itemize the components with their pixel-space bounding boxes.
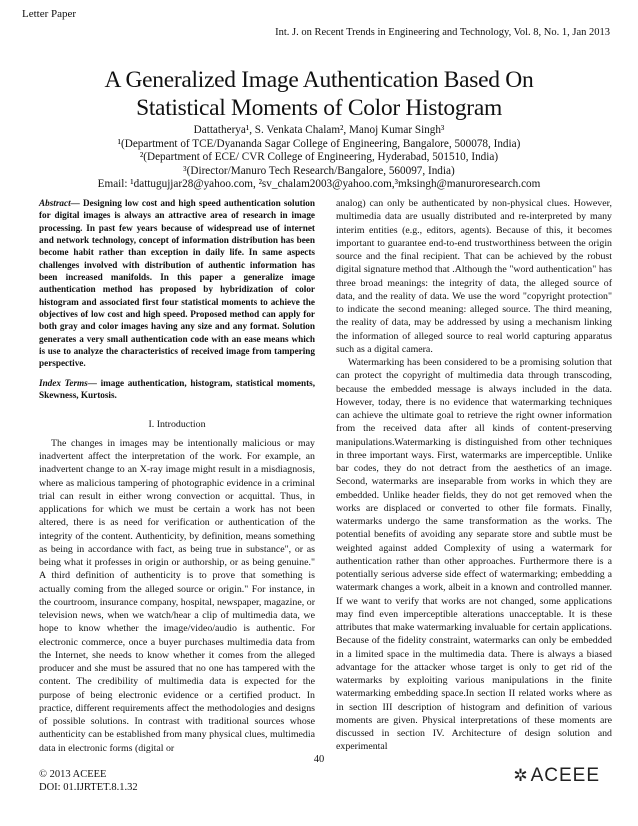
right-paragraph-2: Watermarking has been considered to be a promising solution that can protect the copyright of multimedia data through transcoding, because the embedded message is always included in the data. However, today, there is no evidence that watermarking techniques can achieve the ultimate goal to retrieve the right owner information from the received data after all kinds of content-preserving manipulations.Watermarking is distinguished from other techniques in three important ways. First, watermarks are imperceptible. Unlike bar codes, they do not detract from the aesthetics of an image. Second, watermarks are inseparable from works in which they are embedded. Unlike header fields, they do not get removed when the works are displaced or converted to other file formats. Finally, watermarks undergo the same transformation as the works. The potential benefits of avoiding any separate store and subtle must be weighted against added Complexity of using a watermark for authentication rather than other approaches. Furthermore there is a potentially serious adverse side effect of watermarking; embedding a watermark changes a work, albeit in a known and controlled manner. If we want to verify that works are not changed, some applications may find even imperceptible alterations unacceptable. It is these attributes that make watermarking invaluable for certain applications. Because of the fidelity constraint, watermarks can only be embedded in a limited space in the multimedia data. There is always a biased advantage for the attacker whose target is only to get rid of the watermarks by exploiting various manipulations in the finite watermarking embedding space.In section II related works where as in section III description of histogram and definition of various moments are given. Physical interpretations of these moments are discussed in section IV. Architecture of design solution and experimental (336, 357, 612, 753)
title-line-1: A Generalized Image Authentication Based On (104, 67, 534, 93)
abstract-label: Abstract— (39, 198, 80, 208)
intro-paragraph: The changes in images may be intentionally malicious or may inadvertent affect the interpretation of the work. For example, an inadvertent change to an X-ray image might result in a misdiagnosis, where as malicious tampering of photographic evidence in a criminal trial can result in either wrong convection or acquittal. Thus, in applications for which we must be certain a work has not been altered, there is as need for verification or authentication of the integrity of the content. Authenticity, by definition, means something as being in accordance with fact, as being true in substance", or as being what it professes in origin or authorship, or as being genuine." A third definition of authenticity is to prove that something is actually coming from the alleged source or origin." For instance, in the courtroom, insurance company, hospital, newspaper, magazine, or television news, when we watch/hear a clip of multimedia data, we hope to know whether the image/video/audio is authentic. For electronic commerce, once a buyer purchases multimedia data from the Internet, she needs to know whether it comes from the alleged producer and she must be assured that no one has tampered with the content. The credibility of multimedia data is expected for the purpose of being electronic evidence or a certified product. In practice, different requirements affect the methodologies and designs of possible solutions. In contrast with traditional sources whose authenticity can be established from many physical clues, multimedia data in electronic forms (digital or (39, 437, 315, 754)
page-number: 40 (313, 754, 325, 765)
logo-text: ACEEE (530, 765, 600, 786)
author-emails: Email: ¹dattugujjar28@yahoo.com, ²sv_chalam2003@yahoo.com,³mksingh@manuroresearch.com (97, 178, 541, 190)
abstract (39, 197, 315, 370)
doi: DOI: 01.IJRTET.8.1.32 (39, 782, 138, 793)
title-line-2: Statistical Moments of Color Histogram (136, 95, 502, 121)
aceee-logo (513, 765, 600, 787)
affiliation-2: ²(Department of ECE/ CVR College of Engineering, Hyderabad, 501510, India) (139, 151, 499, 163)
letter-paper-label: Letter Paper (22, 8, 77, 20)
affiliation-1: ¹(Department of TCE/Dyananda Sagar College of Engineering, Bangalore, 500078, India) (117, 137, 521, 150)
right-column (336, 197, 612, 754)
author-block (0, 124, 638, 192)
left-column (39, 197, 315, 755)
index-terms (39, 377, 315, 402)
section-heading-introduction: I. Introduction (148, 418, 206, 430)
author-names: Dattatherya¹, S. Venkata Chalam², Manoj Kumar Singh³ (193, 124, 445, 136)
paper-title (0, 66, 638, 122)
logo-star-icon: ✲ (513, 766, 529, 785)
right-paragraph-1: analog) can only be authenticated by non-physical clues. However, multimedia data are usually distributed and re-interpreted by many interim entities (e.g., editors, agents). Because of this, it becomes important to guarantee end-to-end trustworthiness between the origin source and the final recipient. That can be achieved by the robust digital signature method that .Although the "word authentication" has three broad meanings: the integrity of data, the alleged source of data, and the reality of data. We use the word "copyright protection" to indicate the second meaning: alleged source. The third meaning, the reality of data, may be addressed by using a mechanism linking the information of alleged source to real world capturing apparatus such as a digital camera. (336, 198, 612, 355)
affiliation-3: ³(Director/Manuro Tech Research/Bangalore, 560097, India) (183, 164, 455, 177)
footer-info (39, 768, 138, 794)
abstract-text: Designing low cost and high speed authentication solution for digital images is always an attractive area of research in image processing. In past few years because of widespread use of internet and network technology, concept of information distribution has been become habit rather than exception in daily life. In same aspects challenges involved with distribution of authentic information has been increased manifolds. In this paper a generalize image authentication method has proposed by hybridization of color histogram and associated first four statistical moments to achieve the objectives of low cost and high speed. Proposed method can apply for both gray and color images having any size and any format. Solution generates a very small authentication code with an ease means which is use to analyze the characteristics of received image from tampering perspective. (39, 198, 315, 369)
journal-citation: Int. J. on Recent Trends in Engineering and Technology, Vol. 8, No. 1, Jan 2013 (275, 27, 610, 38)
copyright: © 2013 ACEEE (39, 769, 107, 780)
index-terms-label: Index Terms— (39, 377, 97, 388)
index-terms-text: image authentication, histogram, statistical moments, Skewness, Kurtosis. (39, 377, 315, 401)
